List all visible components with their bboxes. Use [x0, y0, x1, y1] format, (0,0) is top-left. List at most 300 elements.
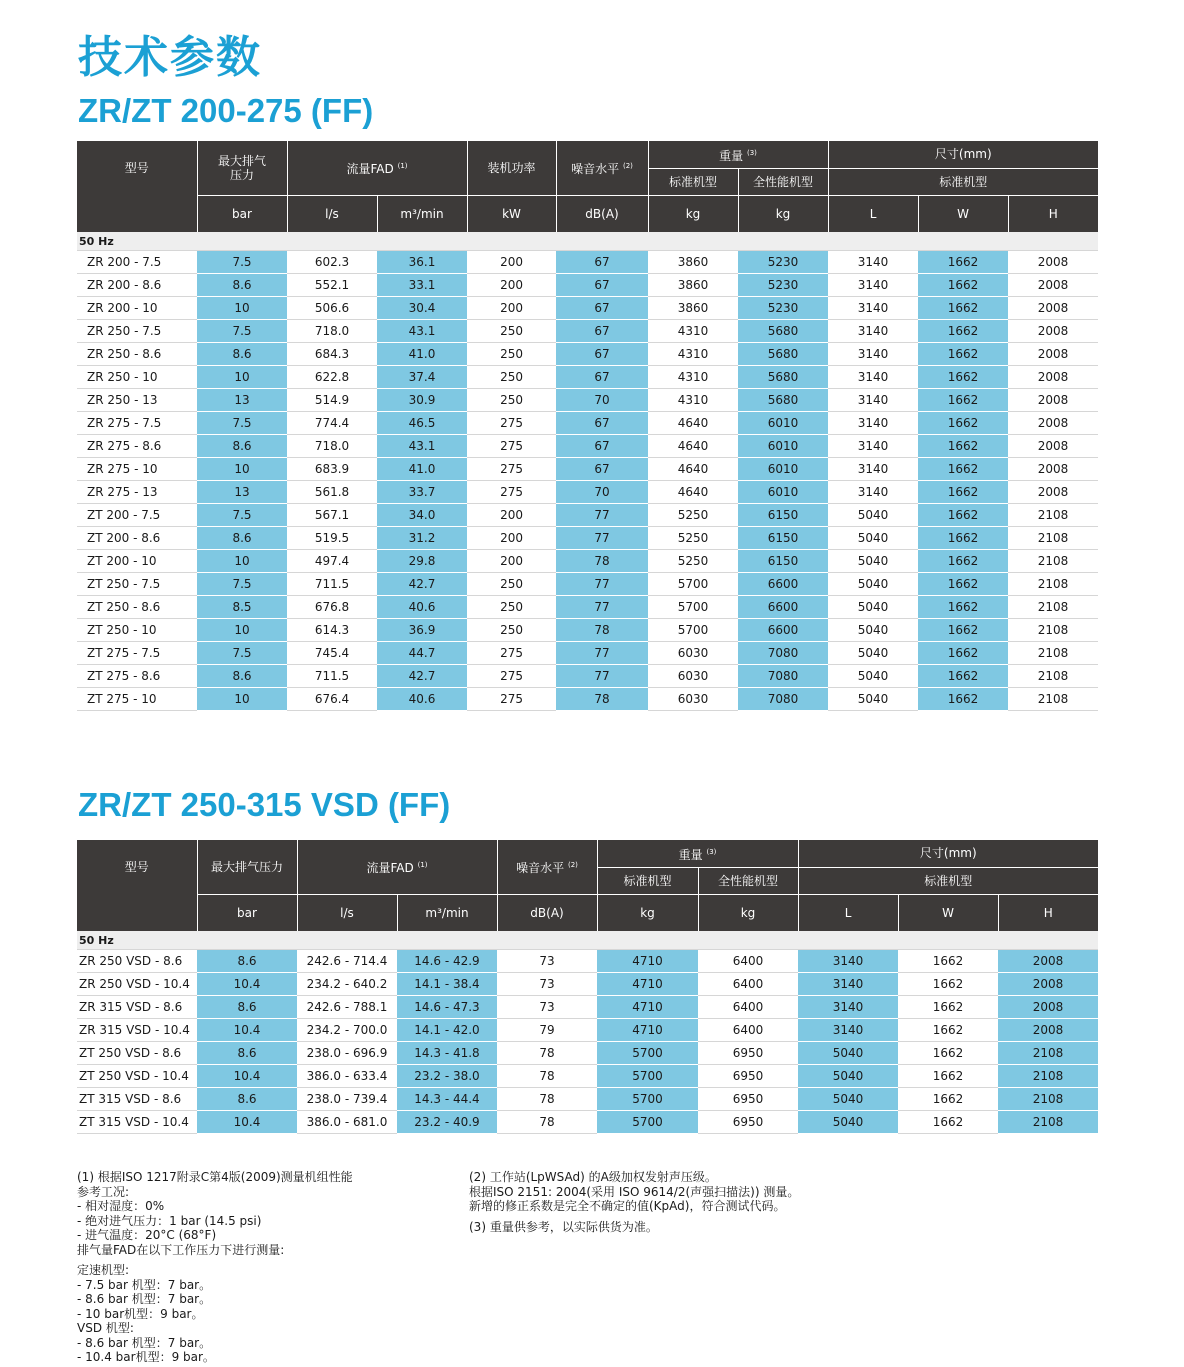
- table-cell: 6600: [738, 573, 828, 596]
- unit-header: l/s: [297, 894, 397, 931]
- table-cell: 2008: [1008, 435, 1098, 458]
- table-cell: 6150: [738, 550, 828, 573]
- unit-header: H: [1008, 195, 1098, 232]
- unit-header: H: [998, 894, 1098, 931]
- model-cell: ZT 200 - 7.5: [77, 504, 197, 527]
- table-cell: 2108: [998, 1065, 1098, 1088]
- table-cell: 250: [467, 320, 556, 343]
- table-cell: 1662: [918, 619, 1008, 642]
- footnote-line: 新增的修正系数是完全不确定的值(KpAd)，符合测试代码。: [469, 1199, 786, 1213]
- table-cell: 4310: [648, 320, 738, 343]
- table-cell: 6010: [738, 458, 828, 481]
- unit-header: kg: [738, 195, 828, 232]
- unit-header: L: [828, 195, 918, 232]
- table-cell: 2008: [1008, 458, 1098, 481]
- table-cell: 4310: [648, 343, 738, 366]
- table-cell: 5040: [828, 573, 918, 596]
- table-cell: 6950: [698, 1042, 798, 1065]
- noise-header: 噪音水平 $^{(2)}$: [556, 141, 648, 195]
- table-cell: 40.6: [377, 596, 467, 619]
- table-cell: 275: [467, 642, 556, 665]
- table-cell: 78: [556, 688, 648, 711]
- table-cell: 2008: [1008, 412, 1098, 435]
- model-cell: ZR 275 - 10: [77, 458, 197, 481]
- table-cell: 23.2 - 38.0: [397, 1065, 497, 1088]
- table-row: [77, 1065, 1098, 1088]
- table-cell: 5040: [798, 1111, 898, 1134]
- weight-std-header: 标准机型: [648, 168, 738, 195]
- table-cell: 1662: [918, 665, 1008, 688]
- table-cell: 3140: [828, 366, 918, 389]
- table-cell: 1662: [918, 573, 1008, 596]
- table-cell: 1662: [918, 504, 1008, 527]
- table-cell: 6950: [698, 1111, 798, 1134]
- table-cell: 5040: [828, 596, 918, 619]
- model-cell: ZR 250 - 13: [77, 389, 197, 412]
- table-cell: 250: [467, 343, 556, 366]
- table-cell: 6150: [738, 504, 828, 527]
- table-cell: 774.4: [287, 412, 377, 435]
- table-cell: 275: [467, 688, 556, 711]
- weight-header: 重量 $^{(3)}$: [648, 141, 828, 168]
- table-cell: 78: [497, 1042, 597, 1065]
- table-cell: 6150: [738, 527, 828, 550]
- table-cell: 8.6: [197, 274, 287, 297]
- table-cell: 386.0 - 681.0: [297, 1111, 397, 1134]
- table-cell: 5680: [738, 389, 828, 412]
- table-cell: 676.8: [287, 596, 377, 619]
- table-cell: 7080: [738, 688, 828, 711]
- table-cell: 5700: [648, 596, 738, 619]
- table-cell: 6010: [738, 481, 828, 504]
- table-cell: 519.5: [287, 527, 377, 550]
- table-row: [77, 1111, 1098, 1134]
- table-cell: 3140: [798, 1019, 898, 1042]
- table-cell: 73: [497, 973, 597, 996]
- table-cell: 250: [467, 366, 556, 389]
- table-cell: 13: [197, 389, 287, 412]
- table-cell: 67: [556, 435, 648, 458]
- table-cell: 3140: [828, 320, 918, 343]
- table-cell: 1662: [898, 1042, 998, 1065]
- table-cell: 567.1: [287, 504, 377, 527]
- table-cell: 67: [556, 320, 648, 343]
- model-cell: ZT 250 VSD - 10.4: [77, 1065, 197, 1088]
- table-cell: 77: [556, 665, 648, 688]
- footnote-line: 参考工况:: [77, 1184, 130, 1199]
- table-row: [77, 274, 1098, 297]
- table-cell: 622.8: [287, 366, 377, 389]
- table-row: [77, 996, 1098, 1019]
- table-cell: 3860: [648, 251, 738, 274]
- table-cell: 8.6: [197, 996, 297, 1019]
- table-cell: 10: [197, 550, 287, 573]
- table-cell: 36.1: [377, 251, 467, 274]
- table-cell: 4310: [648, 389, 738, 412]
- table-cell: 43.1: [377, 435, 467, 458]
- table-cell: 4710: [597, 1019, 698, 1042]
- table-cell: 7.5: [197, 642, 287, 665]
- table-cell: 78: [497, 1065, 597, 1088]
- table-cell: 37.4: [377, 366, 467, 389]
- table-cell: 4640: [648, 458, 738, 481]
- model-cell: ZT 250 VSD - 8.6: [77, 1042, 197, 1065]
- table-cell: 10: [197, 688, 287, 711]
- table-cell: 745.4: [287, 642, 377, 665]
- footnote-line: - 10 bar机型：9 bar。: [77, 1306, 204, 1321]
- model-cell: ZR 275 - 8.6: [77, 435, 197, 458]
- spec-table-zr-zt-250-315-vsd: [77, 840, 1098, 1134]
- table-cell: 1662: [898, 1111, 998, 1134]
- table-row: [77, 688, 1098, 711]
- table-cell: 1662: [918, 596, 1008, 619]
- table-cell: 3140: [828, 435, 918, 458]
- table-cell: 30.4: [377, 297, 467, 320]
- table-cell: 614.3: [287, 619, 377, 642]
- footnote-line: - 10.4 bar机型：9 bar。: [77, 1350, 215, 1364]
- model-cell: ZR 250 - 7.5: [77, 320, 197, 343]
- table-cell: 4640: [648, 481, 738, 504]
- unit-header: l/s: [287, 195, 377, 232]
- table-cell: 3860: [648, 274, 738, 297]
- table-cell: 73: [497, 950, 597, 973]
- table-cell: 3140: [828, 297, 918, 320]
- table-row: [77, 596, 1098, 619]
- model-cell: ZT 200 - 10: [77, 550, 197, 573]
- model-cell: ZT 250 - 8.6: [77, 596, 197, 619]
- fad-header: 流量FAD $^{(1)}$: [297, 840, 497, 894]
- unit-header-blank: [77, 894, 197, 931]
- table-cell: 7080: [738, 642, 828, 665]
- table-cell: 238.0 - 739.4: [297, 1088, 397, 1111]
- table-cell: 238.0 - 696.9: [297, 1042, 397, 1065]
- table-cell: 275: [467, 412, 556, 435]
- table-cell: 5680: [738, 366, 828, 389]
- table-cell: 8.5: [197, 596, 287, 619]
- model-cell: ZR 250 - 8.6: [77, 343, 197, 366]
- unit-header: bar: [197, 894, 297, 931]
- table-cell: 5040: [798, 1042, 898, 1065]
- table-cell: 77: [556, 504, 648, 527]
- table-cell: 14.3 - 44.4: [397, 1088, 497, 1111]
- table-cell: 718.0: [287, 320, 377, 343]
- table-cell: 386.0 - 633.4: [297, 1065, 397, 1088]
- table-cell: 2108: [1008, 642, 1098, 665]
- model-cell: ZT 275 - 8.6: [77, 665, 197, 688]
- table-cell: 275: [467, 458, 556, 481]
- table-cell: 5700: [597, 1088, 698, 1111]
- table-cell: 5700: [597, 1111, 698, 1134]
- table-cell: 275: [467, 435, 556, 458]
- table-cell: 33.7: [377, 481, 467, 504]
- table-row: [77, 389, 1098, 412]
- table-cell: 5040: [828, 504, 918, 527]
- table-row: [77, 665, 1098, 688]
- table-cell: 8.6: [197, 527, 287, 550]
- table-cell: 1662: [918, 527, 1008, 550]
- table-cell: 7.5: [197, 573, 287, 596]
- table-cell: 5040: [828, 688, 918, 711]
- table-cell: 5700: [648, 619, 738, 642]
- table-cell: 1662: [918, 458, 1008, 481]
- noise-header: 噪音水平 $^{(2)}$: [497, 840, 597, 894]
- table-cell: 5700: [648, 573, 738, 596]
- table-cell: 77: [556, 527, 648, 550]
- table-row: [77, 527, 1098, 550]
- table-cell: 42.7: [377, 573, 467, 596]
- power-header: 装机功率: [467, 141, 556, 195]
- table-cell: 67: [556, 274, 648, 297]
- table-row: [77, 458, 1098, 481]
- dims-header: 尺寸(mm): [798, 840, 1098, 867]
- table-cell: 1662: [898, 950, 998, 973]
- unit-header: kW: [467, 195, 556, 232]
- table-cell: 6400: [698, 973, 798, 996]
- table-cell: 4640: [648, 435, 738, 458]
- table-cell: 2108: [1008, 573, 1098, 596]
- table-cell: 718.0: [287, 435, 377, 458]
- table-cell: 31.2: [377, 527, 467, 550]
- model-cell: ZT 250 - 7.5: [77, 573, 197, 596]
- frequency-label: 50 Hz: [77, 232, 1098, 251]
- table-cell: 6030: [648, 688, 738, 711]
- table-cell: 78: [556, 619, 648, 642]
- table-cell: 200: [467, 504, 556, 527]
- frequency-label: 50 Hz: [77, 931, 1098, 950]
- table-cell: 7.5: [197, 251, 287, 274]
- table-cell: 7.5: [197, 504, 287, 527]
- table-cell: 67: [556, 297, 648, 320]
- table-cell: 41.0: [377, 343, 467, 366]
- table-cell: 1662: [918, 297, 1008, 320]
- table-cell: 6950: [698, 1065, 798, 1088]
- table-cell: 2108: [998, 1088, 1098, 1111]
- spec-table-zr-zt-200-275: [77, 141, 1098, 711]
- unit-header-blank: [77, 195, 197, 232]
- table-row: [77, 1019, 1098, 1042]
- table-cell: 1662: [918, 435, 1008, 458]
- footnote-line: - 绝对进气压力：1 bar (14.5 psi): [77, 1213, 262, 1228]
- table-cell: 1662: [918, 320, 1008, 343]
- table-cell: 242.6 - 788.1: [297, 996, 397, 1019]
- table-cell: 3140: [828, 389, 918, 412]
- table-cell: 6030: [648, 665, 738, 688]
- table-cell: 2108: [1008, 688, 1098, 711]
- table-cell: 6010: [738, 412, 828, 435]
- table-cell: 1662: [898, 1065, 998, 1088]
- table-cell: 6600: [738, 596, 828, 619]
- table-row: [77, 550, 1098, 573]
- table-cell: 5230: [738, 297, 828, 320]
- unit-header: L: [798, 894, 898, 931]
- footnote-line: - 进气温度：20°C (68°F): [77, 1228, 217, 1242]
- model-cell: ZT 275 - 7.5: [77, 642, 197, 665]
- table-cell: 4710: [597, 973, 698, 996]
- table-cell: 5040: [798, 1088, 898, 1111]
- table-cell: 1662: [918, 274, 1008, 297]
- table-cell: 5040: [828, 527, 918, 550]
- table-row: [77, 366, 1098, 389]
- table-cell: 43.1: [377, 320, 467, 343]
- table-cell: 1662: [918, 343, 1008, 366]
- footnote-line: - 8.6 bar 机型：7 bar。: [77, 1292, 212, 1306]
- model-cell: ZR 315 VSD - 10.4: [77, 1019, 197, 1042]
- table-cell: 7.5: [197, 320, 287, 343]
- table-cell: 67: [556, 412, 648, 435]
- table-cell: 36.9: [377, 619, 467, 642]
- table-cell: 2008: [998, 1019, 1098, 1042]
- table-row: [77, 343, 1098, 366]
- table-cell: 3140: [798, 973, 898, 996]
- table-cell: 14.6 - 47.3: [397, 996, 497, 1019]
- table-cell: 44.7: [377, 642, 467, 665]
- table-cell: 8.6: [197, 950, 297, 973]
- table-cell: 2008: [1008, 481, 1098, 504]
- footnote-line: - 7.5 bar 机型：7 bar。: [77, 1277, 212, 1292]
- dims-std-header: 标准机型: [798, 867, 1098, 894]
- table-cell: 5680: [738, 343, 828, 366]
- unit-header: W: [918, 195, 1008, 232]
- table-cell: 33.1: [377, 274, 467, 297]
- footnote-line: (2) 工作站(LpWSAd) 的A级加权发射声压级。: [469, 1170, 717, 1184]
- table-cell: 2008: [998, 950, 1098, 973]
- table-cell: 6010: [738, 435, 828, 458]
- table-cell: 5250: [648, 527, 738, 550]
- table-cell: 67: [556, 343, 648, 366]
- table-cell: 1662: [918, 251, 1008, 274]
- footnote-line: - 8.6 bar 机型：7 bar。: [77, 1335, 212, 1350]
- table-cell: 42.7: [377, 665, 467, 688]
- max-pressure-header: 最大排气 压力: [197, 141, 287, 195]
- table-cell: 3140: [798, 950, 898, 973]
- table-row: [77, 973, 1098, 996]
- table-row: [77, 504, 1098, 527]
- table-cell: 77: [556, 573, 648, 596]
- weight-header: 重量 $^{(3)}$: [597, 840, 798, 867]
- table-cell: 1662: [918, 481, 1008, 504]
- table-cell: 2008: [1008, 251, 1098, 274]
- table-cell: 250: [467, 573, 556, 596]
- table-row: [77, 950, 1098, 973]
- footnote-line: - 相对湿度：0%: [77, 1199, 165, 1213]
- table-cell: 14.3 - 41.8: [397, 1042, 497, 1065]
- unit-header: m³/min: [397, 894, 497, 931]
- table-cell: 10.4: [197, 1065, 297, 1088]
- table-cell: 2008: [1008, 343, 1098, 366]
- table-cell: 5040: [828, 550, 918, 573]
- table-cell: 3140: [828, 343, 918, 366]
- table-cell: 683.9: [287, 458, 377, 481]
- table-cell: 10.4: [197, 1019, 297, 1042]
- footnote-line: 根据ISO 2151: 2004(采用 ISO 9614/2(声强扫描法)) 测量。: [469, 1184, 800, 1199]
- table-cell: 5700: [597, 1042, 698, 1065]
- table-cell: 2008: [1008, 320, 1098, 343]
- table-cell: 5250: [648, 504, 738, 527]
- table-cell: 3140: [798, 996, 898, 1019]
- table-cell: 8.6: [197, 665, 287, 688]
- table-cell: 2108: [998, 1111, 1098, 1134]
- model-cell: ZT 200 - 8.6: [77, 527, 197, 550]
- model-cell: ZR 250 VSD - 10.4: [77, 973, 197, 996]
- table-row: [77, 1042, 1098, 1065]
- table-cell: 8.6: [197, 435, 287, 458]
- table-cell: 676.4: [287, 688, 377, 711]
- table-cell: 67: [556, 366, 648, 389]
- table-cell: 78: [497, 1111, 597, 1134]
- table-cell: 5250: [648, 550, 738, 573]
- table-cell: 242.6 - 714.4: [297, 950, 397, 973]
- dims-std-header: 标准机型: [828, 168, 1098, 195]
- table-cell: 1662: [918, 688, 1008, 711]
- table-cell: 250: [467, 619, 556, 642]
- table-cell: 4640: [648, 412, 738, 435]
- unit-header: kg: [698, 894, 798, 931]
- footnotes-left: [77, 1170, 437, 1365]
- table-cell: 3140: [828, 458, 918, 481]
- table-cell: 5040: [828, 642, 918, 665]
- table-cell: 10: [197, 458, 287, 481]
- table-cell: 1662: [898, 996, 998, 1019]
- table-cell: 40.6: [377, 688, 467, 711]
- table-cell: 2008: [1008, 297, 1098, 320]
- table-cell: 10.4: [197, 973, 297, 996]
- table-cell: 77: [556, 596, 648, 619]
- model-cell: ZR 250 - 10: [77, 366, 197, 389]
- table-cell: 73: [497, 996, 597, 1019]
- table-cell: 497.4: [287, 550, 377, 573]
- table-row: [77, 481, 1098, 504]
- table-cell: 5040: [828, 619, 918, 642]
- table-cell: 14.6 - 42.9: [397, 950, 497, 973]
- model-header: 型号: [77, 840, 197, 894]
- table-cell: 2108: [1008, 504, 1098, 527]
- table-cell: 200: [467, 527, 556, 550]
- table-cell: 3140: [828, 274, 918, 297]
- weight-std-header: 标准机型: [597, 867, 698, 894]
- table-cell: 5700: [597, 1065, 698, 1088]
- table-cell: 6400: [698, 950, 798, 973]
- table-cell: 5040: [798, 1065, 898, 1088]
- table-cell: 1662: [918, 366, 1008, 389]
- table-cell: 2108: [1008, 619, 1098, 642]
- table-cell: 234.2 - 700.0: [297, 1019, 397, 1042]
- table-cell: 552.1: [287, 274, 377, 297]
- table-cell: 200: [467, 297, 556, 320]
- table-row: [77, 619, 1098, 642]
- table-row: [77, 1088, 1098, 1111]
- unit-header: kg: [597, 894, 698, 931]
- table-cell: 711.5: [287, 573, 377, 596]
- table-cell: 6030: [648, 642, 738, 665]
- table-cell: 561.8: [287, 481, 377, 504]
- table-cell: 3140: [828, 251, 918, 274]
- table-row: [77, 573, 1098, 596]
- table-cell: 6400: [698, 996, 798, 1019]
- table-row: [77, 412, 1098, 435]
- table-cell: 10: [197, 619, 287, 642]
- table-cell: 5230: [738, 251, 828, 274]
- table-cell: 30.9: [377, 389, 467, 412]
- table-cell: 1662: [898, 1019, 998, 1042]
- table-cell: 200: [467, 251, 556, 274]
- table-cell: 77: [556, 642, 648, 665]
- table-row: [77, 251, 1098, 274]
- table-cell: 3140: [828, 481, 918, 504]
- table-cell: 506.6: [287, 297, 377, 320]
- table-cell: 3140: [828, 412, 918, 435]
- table-cell: 6400: [698, 1019, 798, 1042]
- table-cell: 5230: [738, 274, 828, 297]
